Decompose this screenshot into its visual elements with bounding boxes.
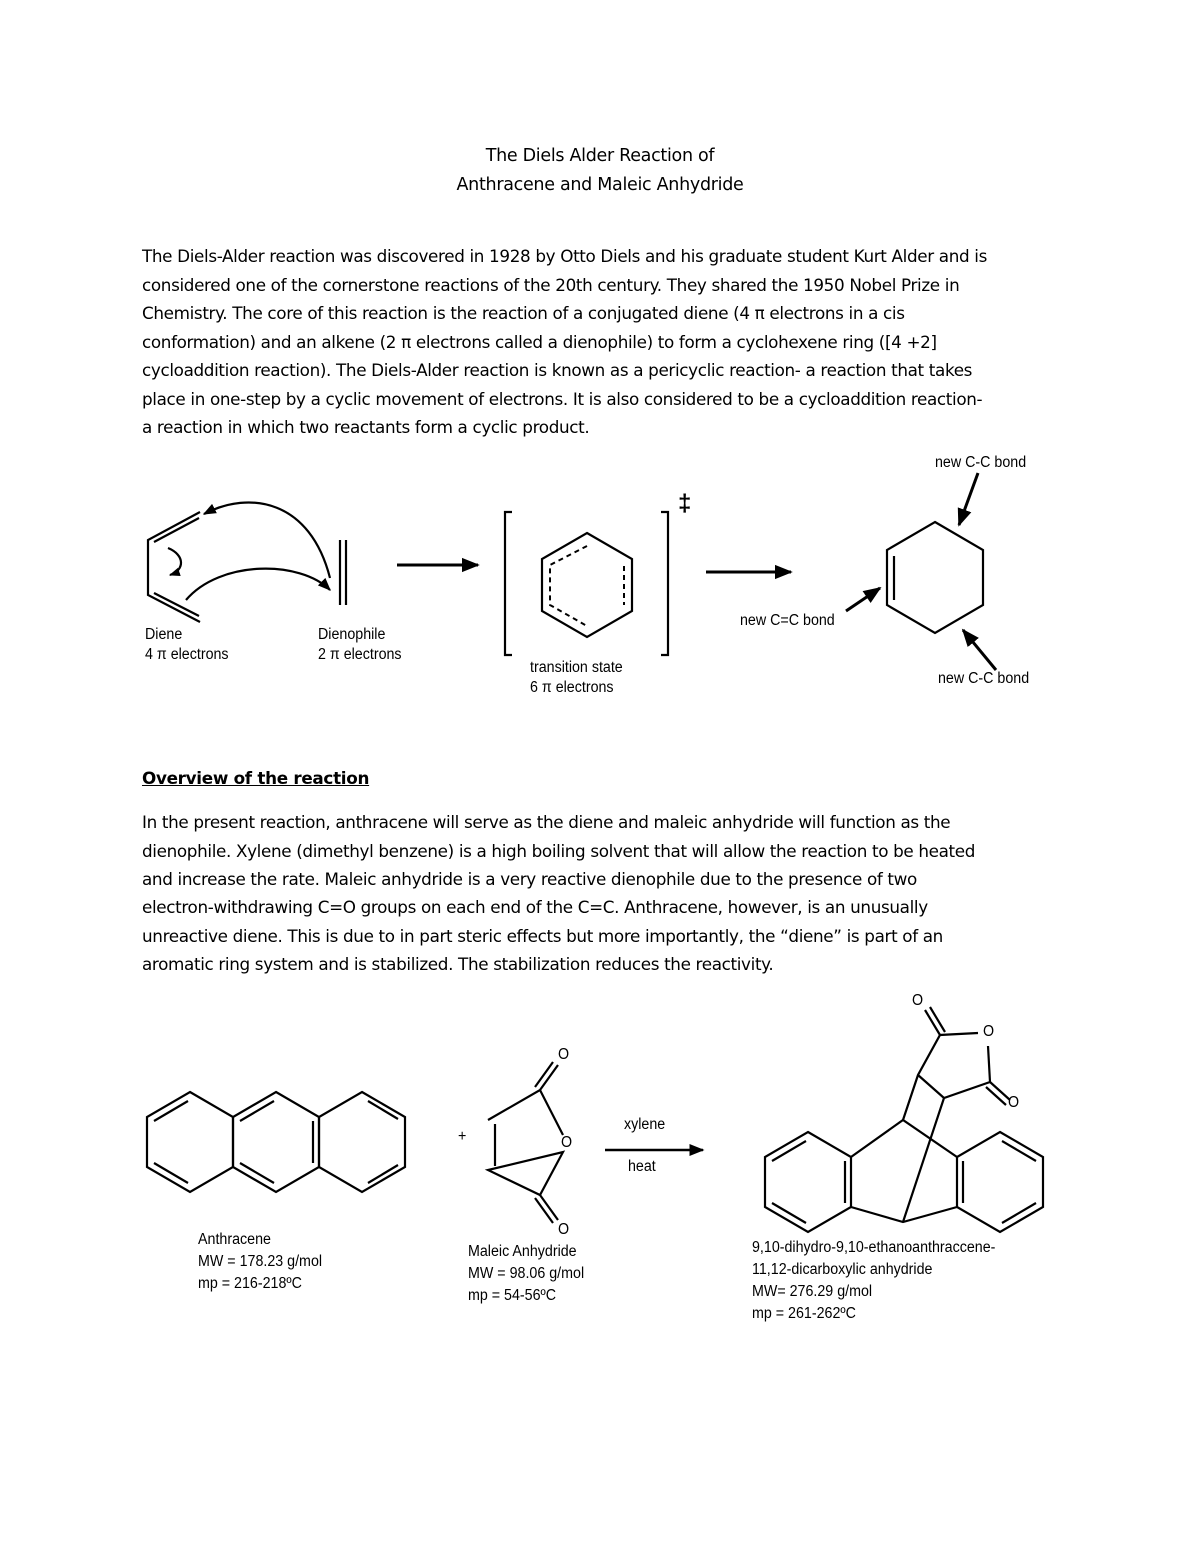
text-line: dienophile. Xylene (dimethyl benzene) is a high boiling solvent that will allow the reaction to be heated (142, 841, 976, 861)
product-name-1: 9,10-dihydro-9,10-ethanoanthraccene- (752, 1239, 996, 1256)
generic-diels-alder-scheme (148, 473, 996, 670)
pointer-arrow (963, 630, 996, 670)
oxygen-label: O (558, 1221, 570, 1238)
diene-electrons-label: 4 π electrons (145, 646, 229, 663)
dienophile-electrons-label: 2 π electrons (318, 646, 402, 663)
transition-state-structure (542, 533, 632, 637)
text-line: conformation) and an alkene (2 π electrons called a dienophile) to form a cyclohexene ring ([4 +2] (142, 332, 937, 352)
title-line-2: Anthracene and Maleic Anhydride (456, 175, 744, 195)
title-line-1: The Diels Alder Reaction of (485, 146, 715, 166)
anthracene-mp: mp = 216-218ºC (198, 1275, 302, 1292)
product-name-2: 11,12-dicarboxylic anhydride (752, 1261, 933, 1278)
double-dagger-symbol: ‡ (678, 490, 692, 517)
product-structure (765, 1007, 1043, 1232)
plus-sign: + (458, 1128, 467, 1145)
oxygen-label: O (983, 1023, 995, 1040)
product-mw: MW= 276.29 g/mol (752, 1283, 873, 1300)
oxygen-label: O (558, 1046, 570, 1063)
new-c-eq-c-bond-label: new C=C bond (740, 612, 835, 629)
product-mp: mp = 261-262ºC (752, 1305, 856, 1322)
text-line: The Diels-Alder reaction was discovered in 1928 by Otto Diels and his graduate student Kurt Alder and is (142, 246, 987, 266)
pointer-arrow (846, 588, 880, 611)
new-cc-bond-label-bottom: new C-C bond (938, 670, 1030, 687)
pointer-arrow (959, 473, 978, 525)
ts-electrons-label: 6 π electrons (530, 679, 614, 696)
maleic-mw: MW = 98.06 g/mol (468, 1265, 585, 1282)
oxygen-label: O (1008, 1094, 1020, 1111)
text-line: aromatic ring system and is stabilized. The stabilization reduces the reactivity. (142, 954, 774, 974)
text-line: unreactive diene. This is due to in part steric effects but more importantly, the “diene” is part of an (142, 926, 943, 946)
dienophile-label: Dienophile (318, 626, 386, 643)
cyclohexene-structure (887, 522, 983, 633)
text-line: electron-withdrawing C=O groups on each end of the C=C. Anthracene, however, is an unusually (142, 897, 928, 917)
new-cc-bond-label-top: new C-C bond (935, 454, 1027, 471)
condition-label: heat (628, 1158, 656, 1175)
diene-structure (148, 502, 330, 622)
anthracene-structure (147, 1092, 405, 1192)
text-line: Chemistry. The core of this reaction is the reaction of a conjugated diene (4 π electrons in a cis (142, 303, 905, 323)
overview-heading: Overview of the reaction (142, 768, 370, 788)
text-line: a reaction in which two reactants form a cyclic product. (142, 417, 590, 437)
text-line: place in one-step by a cyclic movement of electrons. It is also considered to be a cycloaddition reaction- (142, 389, 983, 409)
text-line: considered one of the cornerstone reactions of the 20th century. They shared the 1950 Nobel Prize in (142, 275, 960, 295)
anthracene-mw: MW = 178.23 g/mol (198, 1253, 323, 1270)
transition-state-label: transition state (530, 659, 623, 676)
solvent-label: xylene (624, 1116, 666, 1133)
text-line: and increase the rate. Maleic anhydride is a very reactive dienophile due to the presence of two (142, 869, 917, 889)
text-line: In the present reaction, anthracene will serve as the diene and maleic anhydride will function as the (142, 812, 951, 832)
oxygen-label: O (912, 992, 924, 1009)
oxygen-label: O (561, 1134, 573, 1151)
maleic-anhydride-structure (488, 1062, 563, 1223)
anthracene-name: Anthracene (198, 1231, 271, 1248)
anthracene-maleic-scheme (147, 1007, 1043, 1232)
text-line: cycloaddition reaction). The Diels-Alder reaction is known as a pericyclic reaction- a reaction that takes (142, 360, 973, 380)
maleic-name: Maleic Anhydride (468, 1243, 577, 1260)
dienophile-structure (340, 540, 346, 605)
maleic-mp: mp = 54-56ºC (468, 1287, 557, 1304)
diene-label: Diene (145, 626, 183, 643)
